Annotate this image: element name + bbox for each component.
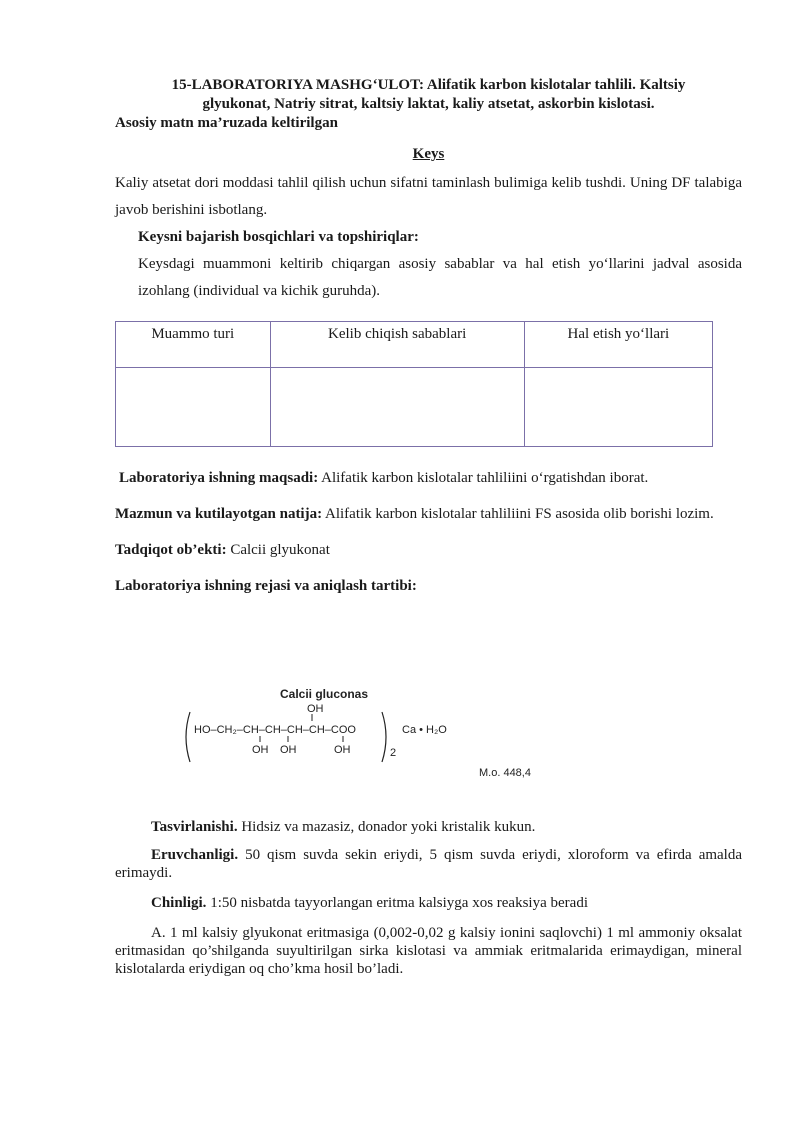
formula-oh-top: OH (307, 703, 324, 715)
description-text: Hidsiz va mazasiz, donador yoki kristalik kukun. (237, 819, 536, 835)
formula-subscript: 2 (390, 747, 397, 759)
document-page (115, 76, 742, 595)
description-label: Tasvirlanishi. (151, 819, 238, 835)
content-paragraph (115, 505, 742, 523)
table-cell[interactable] (524, 368, 712, 447)
formula-salt: Ca • H₂O (402, 724, 447, 736)
table-header-cell: Muammo turi (116, 322, 271, 368)
table-header-cell: Hal etish yo‘llari (524, 322, 712, 368)
table-row (116, 368, 713, 447)
formula-name: Calcii gluconas (280, 687, 369, 701)
content-label: Mazmun va kutilayotgan natija: (115, 506, 323, 522)
subtitle: Asosiy matn ma’ruzada keltirilgan (115, 115, 338, 131)
right-bracket (382, 712, 386, 762)
table-cell[interactable] (270, 368, 524, 447)
formula-oh-bottom: OH (334, 744, 351, 756)
left-bracket (186, 712, 190, 762)
formula-oh-bottom: OH (252, 744, 269, 756)
case-table (115, 321, 713, 447)
formula-oh-bottom: OH (280, 744, 297, 756)
solubility-text: 50 qism suvda sekin eriydi, 5 qism suvda eriydi, xloroform va efirda amalda erimaydi. (115, 847, 742, 881)
description-paragraph (115, 816, 742, 838)
object-paragraph (115, 541, 742, 559)
goal-text: Alifatik karbon kislotalar tahliliini o‘rgatishdan iborat. (318, 470, 649, 486)
goal-label: Laboratoriya ishning maqsadi: (119, 470, 319, 486)
object-text: Calcii glyukonat (226, 542, 330, 558)
title-line-2: glyukonat, Natriy sitrat, kaltsiy laktat, kaliy atsetat, askorbin kislotasi. (202, 96, 655, 112)
reaction-a-paragraph: A. 1 ml kalsiy glyukonat eritmasiga (0,002-0,02 g kalsiy ionini saqlovchi) 1 ml ammoniy oksalat eritmasidan qo’shilganda suyultirilgan sirka kislotasi va ammiak eritmalarida erimaydigan, mineral kislotalarda eriydigan oq cho’kma hosil bo’ladi. (115, 925, 742, 977)
goal-paragraph (115, 469, 742, 487)
content-text: Alifatik karbon kislotalar tahliliini FS asosida olib borishi lozim. (322, 506, 714, 522)
table-header-row (116, 322, 713, 368)
steps-heading: Keysni bajarish bosqichlari va topshiriqlar: (138, 229, 419, 245)
table-header-cell: Kelib chiqish sabablari (270, 322, 524, 368)
table-cell[interactable] (116, 368, 271, 447)
solubility-paragraph (115, 846, 742, 882)
plan-heading: Laboratoriya ishning rejasi va aniqlash tartibi: (115, 578, 417, 594)
title-line-1: 15-LABORATORIYA MASHG‘ULOT: Alifatik karbon kislotalar tahlili. Kaltsiy (171, 77, 686, 93)
object-label: Tadqiqot ob’ekti: (115, 542, 227, 558)
identification-text: 1:50 nisbatda tayyorlangan eritma kalsiyga xos reaksiya beradi (206, 895, 588, 911)
case-text: Kaliy atsetat dori moddasi tahlil qilish uchun sifatni taminlash bulimiga kelib tushdi. Uning DF talabiga javob berishini isbotlang. (115, 175, 742, 218)
identification-paragraph (115, 894, 742, 912)
monograph-body (115, 816, 742, 978)
molecular-mass: M.o. 448,4 (479, 767, 531, 779)
case-heading: Keys (412, 146, 445, 162)
identification-label: Chinligi. (151, 895, 207, 911)
formula-chain: HO–CH₂–CH–CH–CH–CH–COO (194, 724, 356, 736)
structural-formula (180, 684, 540, 784)
steps-text: Keysdagi muammoni keltirib chiqargan asosiy sabablar va hal etish yo‘llarini jadval asosida izohlang (individual va kichik guruhda). (138, 256, 742, 299)
solubility-label: Eruvchanligi. (151, 847, 239, 863)
